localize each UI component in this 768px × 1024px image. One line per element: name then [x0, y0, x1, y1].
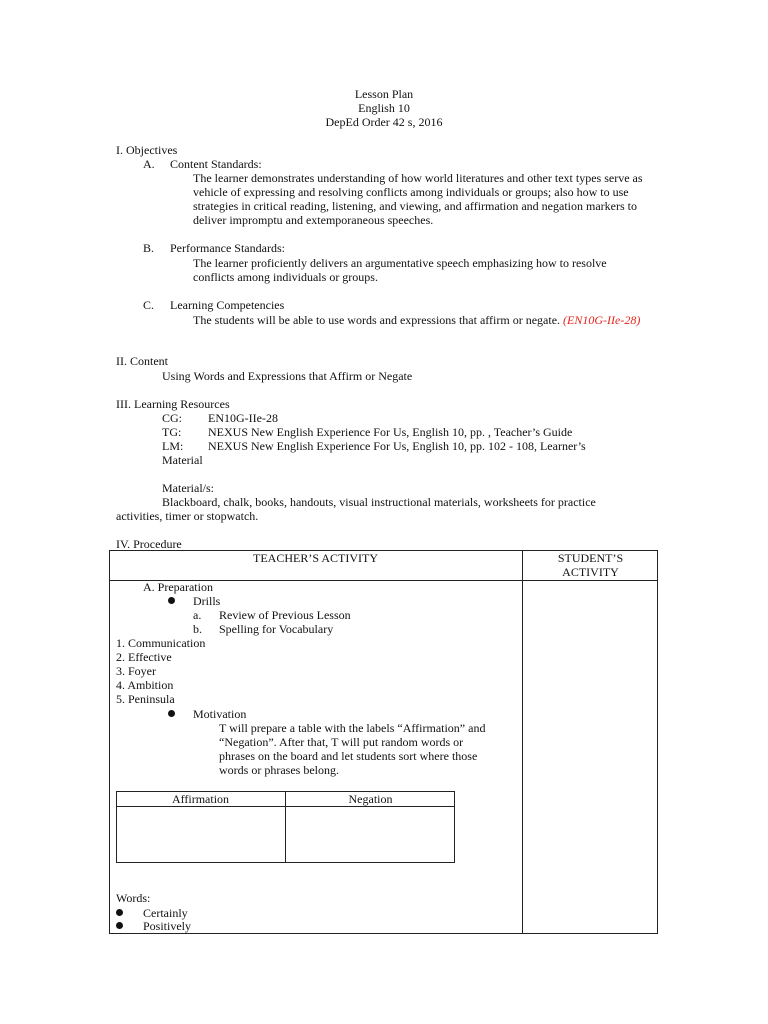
affirmation-column-header: Affirmation	[171, 792, 230, 806]
negation-column-header: Negation	[348, 792, 393, 806]
competency-text: The students will be able to use words and expressions that affirm or negate.	[193, 313, 561, 327]
motivation-bullet-icon	[168, 710, 175, 717]
drill-marker-b: b.	[193, 622, 202, 636]
resource-cg-key: CG:	[162, 411, 183, 425]
objective-b-marker: B.	[143, 241, 155, 255]
learning-competencies-label: Learning Competencies	[170, 298, 285, 312]
doc-subject: English 10	[358, 101, 410, 115]
word-bullet-icon	[116, 922, 123, 929]
competency-code: (EN10G-IIe-28)	[563, 313, 641, 327]
resources-heading: III. Learning Resources	[116, 397, 230, 411]
words-label: Words:	[116, 891, 151, 905]
sort-table-header-divider	[116, 806, 455, 807]
word-certainly: Certainly	[143, 906, 188, 920]
performance-standards-text: The learner proficiently delivers an argumentative speech emphasizing how to resolve conflicts among individuals or groups.	[193, 256, 607, 284]
word-bullet-icon	[116, 909, 123, 916]
objective-a-marker: A.	[143, 157, 155, 171]
teacher-activity-header: TEACHER’S ACTIVITY	[253, 551, 378, 565]
materials-label: Material/s:	[162, 481, 214, 495]
motivation-line-3: phrases on the board and let students sort where those	[219, 749, 478, 763]
spelling-word-5: 5. Peninsula	[116, 692, 175, 706]
resource-tg-value: NEXUS New English Experience For Us, English 10, pp. , Teacher’s Guide	[208, 425, 573, 439]
procedure-heading: IV. Procedure	[116, 537, 182, 551]
objectives-heading: I. Objectives	[116, 143, 178, 157]
word-positively: Positively	[143, 919, 192, 933]
doc-order: DepEd Order 42 s, 2016	[325, 115, 443, 129]
spelling-word-3: 3. Foyer	[116, 664, 156, 678]
resource-lm-key: LM:	[162, 439, 184, 453]
resource-lm-continued: Material	[162, 453, 203, 467]
objective-c-marker: C.	[143, 298, 155, 312]
spelling-word-2: 2. Effective	[116, 650, 172, 664]
student-activity-header-line-2: ACTIVITY	[562, 565, 619, 579]
performance-standards-label: Performance Standards:	[170, 241, 285, 255]
motivation-line-2: “Negation”. After that, T will put random words or	[219, 735, 464, 749]
procedure-table-column-divider	[522, 550, 523, 934]
materials-line-1: Blackboard, chalk, books, handouts, visual instructional materials, worksheets for practice	[162, 495, 596, 509]
resource-cg-value: EN10G-IIe-28	[208, 411, 278, 425]
motivation-line-4: words or phrases belong.	[219, 763, 339, 777]
content-text: Using Words and Expressions that Affirm or Negate	[162, 369, 413, 383]
resource-tg-key: TG:	[162, 425, 182, 439]
drills-bullet-icon	[168, 597, 175, 604]
student-activity-header-line-1: STUDENT’S	[557, 551, 624, 565]
content-standards-text: The learner demonstrates understanding of how world literatures and other text types serve as vehicle of expressing and resolving conflicts among individuals or groups; also how to use strategies in critical reading, listening, and viewing, and affirmation and negation markers to deliver impromptu and extemporaneous speeches.	[193, 171, 643, 227]
drill-review: Review of Previous Lesson	[219, 608, 351, 622]
preparation-label: A. Preparation	[143, 580, 213, 594]
resource-lm-value: NEXUS New English Experience For Us, English 10, pp. 102 - 108, Learner’s	[208, 439, 586, 453]
learning-competencies-text	[193, 313, 643, 327]
content-standards-label: Content Standards:	[170, 157, 262, 171]
motivation-line-1: T will prepare a table with the labels “Affirmation” and	[219, 721, 486, 735]
content-heading: II. Content	[116, 354, 168, 368]
motivation-label: Motivation	[193, 707, 247, 721]
drill-marker-a: a.	[193, 608, 202, 622]
spelling-word-1: 1. Communication	[116, 636, 206, 650]
drill-spelling: Spelling for Vocabulary	[219, 622, 334, 636]
materials-line-2: activities, timer or stopwatch.	[116, 509, 259, 523]
spelling-word-4: 4. Ambition	[116, 678, 174, 692]
drills-label: Drills	[193, 594, 221, 608]
doc-title: Lesson Plan	[354, 87, 414, 101]
